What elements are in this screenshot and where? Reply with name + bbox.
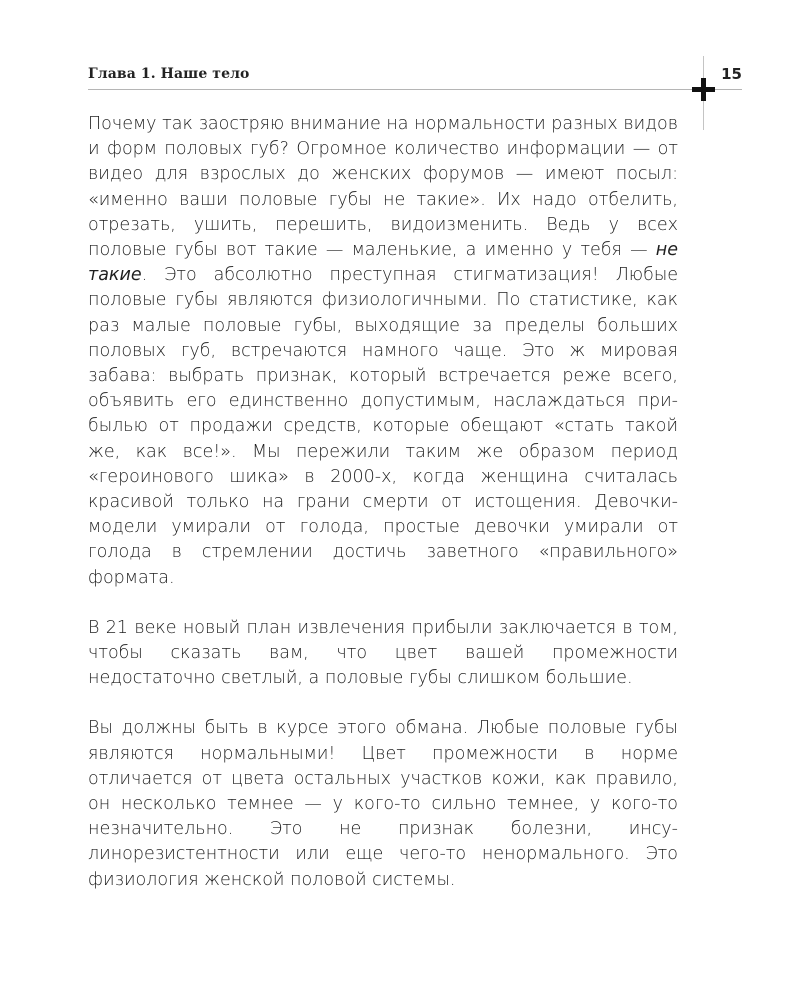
paragraph-3: Вы должны быть в курсе этого обмана. Любые половые губы являются нормальными! Цвет промежности в норме отличается от цвета остальных участков кожи, как правило, он несколько темнее — у кого-то сильно темнее, у кого-то незначительно. Это не признак болезни, инсулинорезистентности или еще чего-то ненормального. Это физиология женской половой системы.: [88, 718, 678, 890]
page-number: 15: [721, 65, 742, 83]
header-rule: [88, 89, 742, 90]
paragraph-2: В 21 веке новый план извлечения прибыли заключается в том, чтобы сказать вам, что цвет вашей промежности недостаточно светлый, а половые губы слишком большие.: [88, 617, 678, 689]
paragraph-1-text-b: . Это абсолютно преступная стигматизация! Любые половые губы являются физиологичными. По статистике, как раз малые половые губы, выходящие за пределы больших половых губ, встречаются намного чаще. Это ж мировая забава: выбрать признак, который встречается реже всего, объявить его единственно допустимым, наслаждаться прибылью от продажи средств, которые обещают «стать такой же, как все!». Мы пережили таким же образом период «героинового шика» в 2000-х, когда женщина считалась красивой только на грани смерти от истощения. Девочки-модели умирали от голода, простые девочки умирали от голода в стремлении достичь заветного «правильного» формата.: [88, 265, 678, 588]
paragraph-1: [88, 112, 678, 591]
plus-crop-mark-icon: [692, 78, 715, 101]
running-header: [88, 62, 742, 90]
paragraph-1-text-a: Почему так заостряю внимание на нормальности разных видов и форм половых губ? Огромное количество информации — от видео для взрослых до женских форумов — имеют посыл: «именно ваши половые губы не такие». Их надо отбелить, отрезать, ушить, перешить, видоизменить. Ведь у всех половые губы вот такие — маленькие, а именно у тебя —: [88, 114, 678, 261]
paragraph-1-emphasis: не такие: [88, 240, 678, 286]
page-body: [88, 112, 678, 918]
chapter-title: Глава 1. Наше тело: [88, 66, 250, 82]
